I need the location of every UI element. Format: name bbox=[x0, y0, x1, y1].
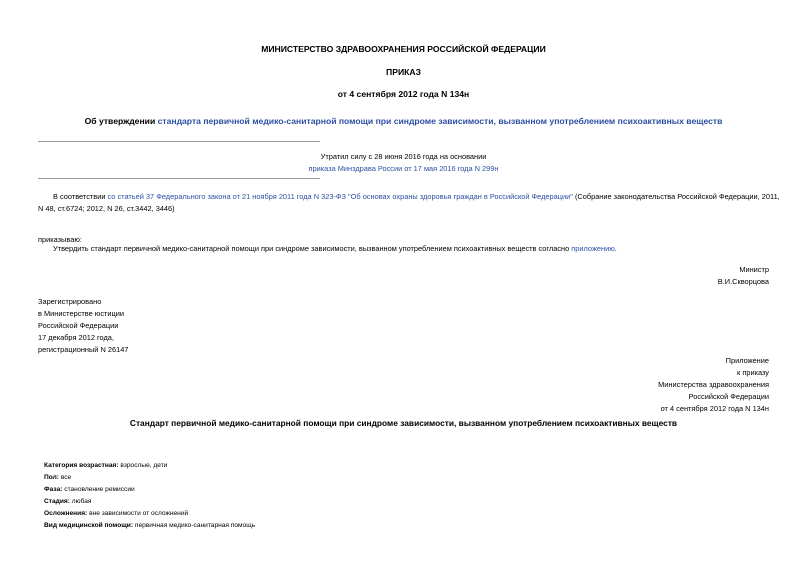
orders-word: приказываю: bbox=[38, 235, 82, 244]
approve-line bbox=[53, 243, 793, 255]
preamble-line1 bbox=[53, 191, 780, 203]
param-label: Осложнения: bbox=[44, 510, 88, 517]
title-standard-link[interactable]: стандарта первичной медико-санитарной помощи при синдроме зависимости, вызванном употреблением психоактивных веществ bbox=[157, 116, 723, 126]
order-title bbox=[0, 116, 807, 126]
appendix-line: от 4 сентября 2012 года N 134н bbox=[660, 404, 769, 413]
param-value: вне зависимости от осложнений bbox=[87, 510, 189, 517]
param-value: становление ремиссии bbox=[62, 486, 135, 493]
param-label: Пол: bbox=[44, 474, 59, 481]
param-row bbox=[44, 484, 255, 496]
param-value: первичная медико-санитарная помощь bbox=[133, 522, 256, 529]
title-prefix: Об утверждении bbox=[84, 116, 158, 126]
param-row bbox=[44, 520, 255, 532]
appendix-line: Приложение bbox=[725, 356, 769, 365]
status-line: Утратил силу с 28 июня 2016 года на основании bbox=[320, 152, 487, 161]
registration-line: 17 декабря 2012 года, bbox=[38, 333, 114, 342]
param-value: любая bbox=[69, 498, 92, 505]
param-label: Фаза: bbox=[44, 486, 63, 493]
preamble-source: (Собрание законодательства Российской Федерации, 2011, bbox=[572, 192, 780, 201]
param-row bbox=[44, 472, 255, 484]
registration-line: Российской Федерации bbox=[38, 321, 119, 330]
preamble-text: В соответствии bbox=[53, 192, 108, 201]
appendix-line: Министерства здравоохранения bbox=[658, 380, 769, 389]
doc-date-number: от 4 сентября 2012 года N 134н bbox=[337, 89, 470, 99]
federal-law-link[interactable]: со статьей 37 Федерального закона от 21 ноября 2011 года N 323-ФЗ "Об основах охраны здоровья граждан в Российской Федерации" bbox=[107, 192, 573, 201]
status-link-line bbox=[0, 163, 807, 175]
registration-line: регистрационный N 26147 bbox=[38, 345, 129, 354]
appendix-line: к приказу bbox=[737, 368, 769, 377]
signer-name: В.И.Скворцова bbox=[717, 277, 769, 286]
appendix-block bbox=[658, 355, 769, 415]
standard-params bbox=[44, 460, 255, 532]
param-row bbox=[44, 508, 255, 520]
param-label: Вид медицинской помощи: bbox=[44, 522, 134, 529]
param-row bbox=[44, 460, 255, 472]
approve-text: Утвердить стандарт первичной медико-санитарной помощи при синдроме зависимости, вызванном употреблением психоактивных веществ согласно bbox=[53, 244, 572, 253]
param-label: Стадия: bbox=[44, 498, 70, 505]
registration-line: Зарегистрировано bbox=[38, 297, 102, 306]
ministry-name: МИНИСТЕРСТВО ЗДРАВООХРАНЕНИЯ РОССИЙСКОЙ ФЕДЕРАЦИИ bbox=[261, 44, 546, 54]
signer-position: Министр bbox=[739, 265, 769, 274]
doc-type: ПРИКАЗ bbox=[386, 67, 421, 77]
param-value: взрослые, дети bbox=[118, 462, 168, 469]
divider-top bbox=[38, 141, 320, 142]
appendix-line: Российской Федерации bbox=[688, 392, 769, 401]
repeal-order-link[interactable]: приказа Минздрава России от 17 мая 2016 года N 299н bbox=[308, 164, 499, 173]
approve-end: . bbox=[614, 244, 617, 253]
registration-line: в Министерстве юстиции bbox=[38, 309, 125, 318]
param-label: Категория возрастная: bbox=[44, 462, 119, 469]
param-value: все bbox=[59, 474, 72, 481]
preamble-line2: N 48, ст.6724; 2012, N 26, ст.3442, 3446) bbox=[38, 204, 175, 213]
appendix-link[interactable]: приложению bbox=[571, 244, 615, 253]
param-row bbox=[44, 496, 255, 508]
standard-title: Стандарт первичной медико-санитарной помощи при синдроме зависимости, вызванном употреблением психоактивных веществ bbox=[129, 418, 678, 428]
registration-block bbox=[38, 296, 128, 356]
divider-bottom bbox=[38, 178, 320, 179]
